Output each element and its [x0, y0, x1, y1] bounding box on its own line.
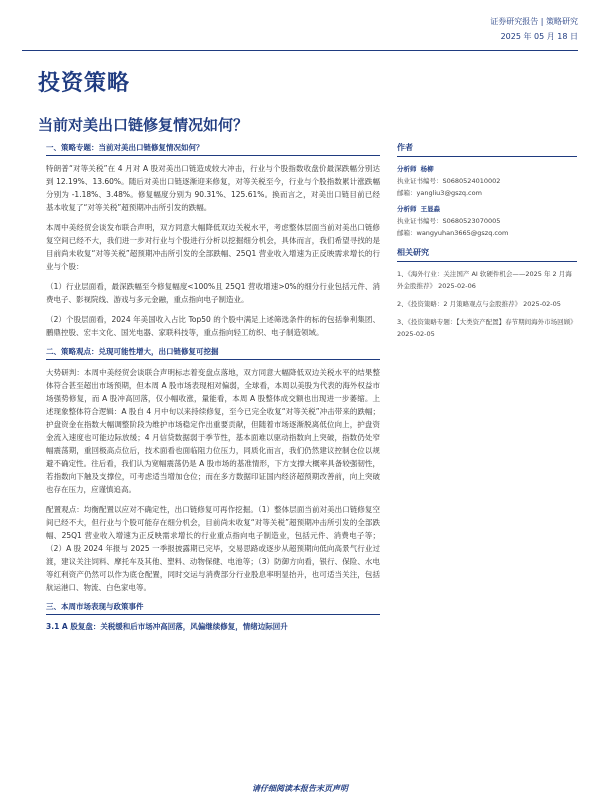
report-date: 2025 年 05 月 18 日	[500, 32, 578, 41]
section-1-paragraph-1: 特朗普“对等关税”在 4 月对 A 股对美出口链造成较大冲击，行业与个股指数收盘价最深跌幅分别达到 12.19%、13.60%。随后对美出口链逐渐迎来修复，对等关税至今，行业与个股指数累计涨跌幅分别为 -1.18%、3.48%。修复幅度分别为 90.31%、125.61%。换而言之，对美出口链目前已经基本收复了“对等关税”超预期冲击所引发的跌幅。	[46, 164, 380, 212]
related-research-item[interactable]: 1、《海外行业：关注国产 AI 软硬件机会——2025 年 2 月海外金股推荐》 2025-02-06	[397, 270, 572, 290]
analyst-cert: 执业证书编号：S0680523070005	[397, 217, 501, 225]
footer-disclaimer: 请仔细阅读本报告末页声明	[252, 784, 348, 793]
analyst-role: 分析师	[397, 165, 417, 173]
authors-heading: 作者	[397, 142, 577, 157]
analyst-role: 分析师	[397, 205, 417, 213]
section-1-paragraph-2: 本周中美经贸会谈发布联合声明，双方同意大幅降低双边关税水平，考虑整体层面当前对美出口链修复空间已经不大，我们进一步对行业与个股进行分析以挖掘细分机会，具体而言，我们希望寻找的是目前尚未收复“对等关税”超预期冲击所引发的全部跌幅、25Q1 营业收入增速为正反映需求增长的行业与个股：	[46, 223, 380, 271]
report-title: 当前对美出口链修复情况如何？	[38, 116, 249, 134]
org-line: 证券研究报告 | 策略研究	[490, 17, 578, 26]
report-type: 投资策略	[38, 71, 131, 96]
section-3-heading: 三、本周市场表现与政策事件	[46, 601, 380, 615]
analyst-block	[397, 163, 577, 199]
sidebar	[397, 142, 577, 346]
related-research-item[interactable]: 3、《投资策略专题：【大类资产配置】春节期间海外市场回顾》 2025-02-05	[397, 318, 577, 338]
analyst-cert: 执业证书编号：S0680524010002	[397, 177, 501, 185]
analyst-block	[397, 203, 577, 239]
section-2-paragraph-2: 配置观点：均衡配置以应对不确定性，出口链修复可再作挖掘。（1）整体层面当前对美出口链修复空间已经不大，但行业与个股可能存在细分机会，目前尚未收复“对等关税”超预期冲击所引发的全部跌幅、25Q1 营业收入增速为正反映需求增长的行业重点指向电子制造业，包括元件、消费电子等；（2）A 股 2024 年报与 2025 一季报披露期已完毕，交易思路或逐步从超预期向低向高景气行业过渡，建议关注饲料、摩托车及其他、塑料、动物保健、电池等；（3）防御方向看，银行、保险、水电等红利资产仍然可以作为底仓配置，同时交运与消费部分行业股息率明显抬升，也可适当关注，包括航运港口、物流、白色家电等。	[46, 505, 380, 592]
section-1-paragraph-3: （1）行业层面看，最深跌幅至今修复幅度<100%且 25Q1 营收增速>0%的细分行业包括元件、消费电子、影视院线、游戏与多元金融，重点指向电子制造业。	[46, 282, 380, 304]
analyst-name: 王显淼	[420, 205, 441, 213]
related-research-item[interactable]: 2、《投资策略：2 月策略观点与金股推荐》 2025-02-05	[397, 300, 561, 308]
section-1-paragraph-4: （2）个股层面看，2024 年美国收入占比 Top50 的个股中满足上述筛选条件的标的包括拳利集团、鹏鼎控股、宏丰文化、国光电器、家联科技等，重点指向轻工纺织、电子制造领域。	[46, 315, 380, 337]
report-header	[490, 14, 578, 44]
section-2-paragraph-1: 大势研判：本周中美经贸会谈联合声明标志着变盘点落地，双方同意大幅降低双边关税水平的结果整体符合甚至超出市场预期，但本周 A 股市场表现相对偏弱，全球看，本周以美股为代表的海外权益市场强势修复，而 A 股冲高回落，仅小幅收涨，量能看，本周 A 股整体成交额也出现进一步萎缩。上述现象整体符合逻辑：A 股自 4 月中旬以来持续修复，至今已完全收复“对等关税”冲击带来的跌幅；护盘资金在指数大幅调整阶段为维护市场稳定作出重要贡献，但随着市场逐渐脱离低位向上，护盘资金流入速度也可能边际放缓；4 月信贷数据弱于季节性，基本面难以驱动指数向上突破，指数仍处窄幅震荡期，重回极高点位后，技术面看也面临阻力位压力，同质化而言，我们仍然建议控制仓位以规避不确定性。往后看，我们认为宽幅震荡仍是 A 股市场的基准情形，下方支撑大概率具备较强韧性，若指数向下触及支撑位，可考虑适当增加仓位；而在多方数据印证国内经济超预期改善前，向上突破也存在压力，应谨慎追高。	[46, 368, 380, 494]
analyst-email[interactable]: 邮箱：yangliu3@gszq.com	[397, 189, 482, 197]
section-2-heading: 二、策略观点：兑现可能性增大，出口链修复可挖掘	[46, 346, 380, 360]
header-divider	[22, 50, 578, 51]
main-column	[46, 142, 380, 636]
section-3-subheading: 3.1 A 股复盘：关税缓和后市场冲高回落，风偏继续修复，情绪边际回升	[46, 622, 288, 631]
section-1-heading: 一、策略专题：当前对美出口链修复情况如何？	[46, 142, 380, 156]
related-research-heading: 相关研究	[397, 247, 577, 262]
analyst-name: 杨柳	[420, 165, 434, 173]
analyst-email[interactable]: 邮箱：wangyuhan3665@gszq.com	[397, 229, 509, 237]
